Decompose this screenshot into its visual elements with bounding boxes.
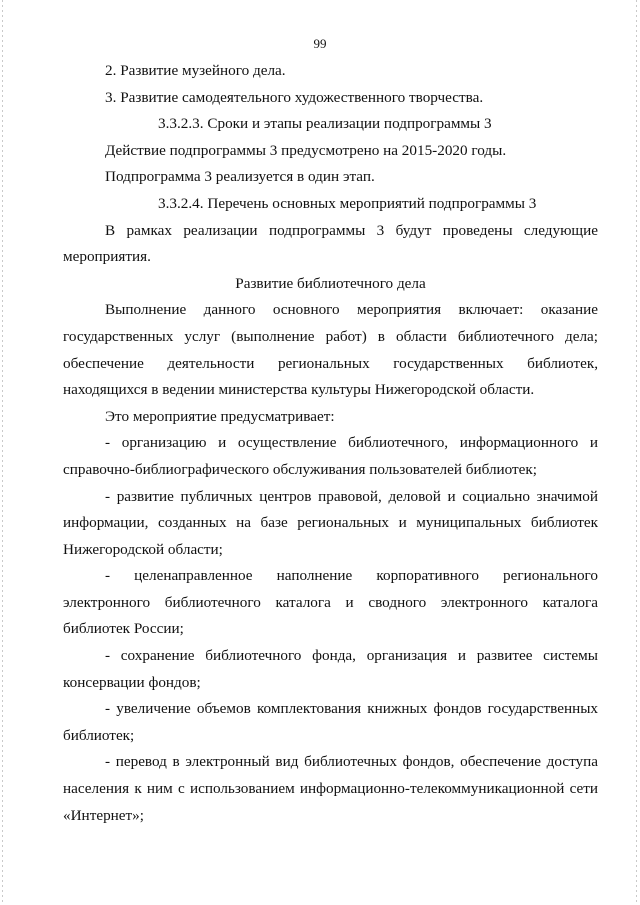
document-body (63, 58, 598, 829)
bullet-item-public-centers: - развитие публичных центров правовой, деловой и социально значимой информации, созданных на базе региональных и муниципальных библиотек Нижегородской области; (63, 487, 598, 558)
subsection-heading-terms: 3.3.2.3. Сроки и этапы реализации подпрограммы 3 (158, 115, 492, 133)
page-number: 99 (313, 36, 327, 51)
scan-edge-left (2, 0, 3, 905)
bullet-item-catalog: - целенаправленное наполнение корпоративного регионального электронного библиотечного каталога и сводного электронного каталога библиотек России; (63, 567, 598, 638)
bullet-item-service: - организацию и осуществление библиотечного, информационного и справочно-библиографического обслуживания пользователей библиотек; (63, 434, 598, 478)
bullet-item-preservation: - сохранение библиотечного фонда, организация и развитее системы консервации фондов; (63, 647, 598, 691)
bullet-item-digitization: - перевод в электронный вид библиотечных фондов, обеспечение доступа населения к ним с использованием информационно-телекоммуникационной сети «Интернет»; (63, 753, 598, 824)
paragraph-library-scope: Выполнение данного основного мероприятия включает: оказание государственных услуг (выполнение работ) в области библиотечного дела; обеспечение деятельности региональных государственных библиотек, находящихся в ведении министерства культуры Нижегородской области. (63, 301, 598, 399)
paragraph-provides: Это мероприятие предусматривает: (105, 407, 335, 425)
list-item-museum: 2. Развитие музейного дела. (105, 62, 286, 79)
paragraph-period: Действие подпрограммы 3 предусмотрено на 2015-2020 годы. (105, 141, 507, 159)
paragraph-one-stage: Подпрограмма 3 реализуется в один этап. (105, 168, 375, 186)
scan-edge-right (636, 0, 637, 905)
bullet-item-acquisition: - увеличение объемов комплектования книжных фондов государственных библиотек; (63, 700, 598, 744)
paragraph-activities-intro: В рамках реализации подпрограммы 3 будут проведены следующие мероприятия. (63, 221, 598, 266)
section-title-library: Развитие библиотечного дела (235, 274, 426, 292)
list-item-amateur-art: 3. Развитие самодеятельного художественного творчества. (105, 88, 484, 106)
subsection-heading-activities: 3.3.2.4. Перечень основных мероприятий подпрограммы 3 (158, 194, 537, 212)
